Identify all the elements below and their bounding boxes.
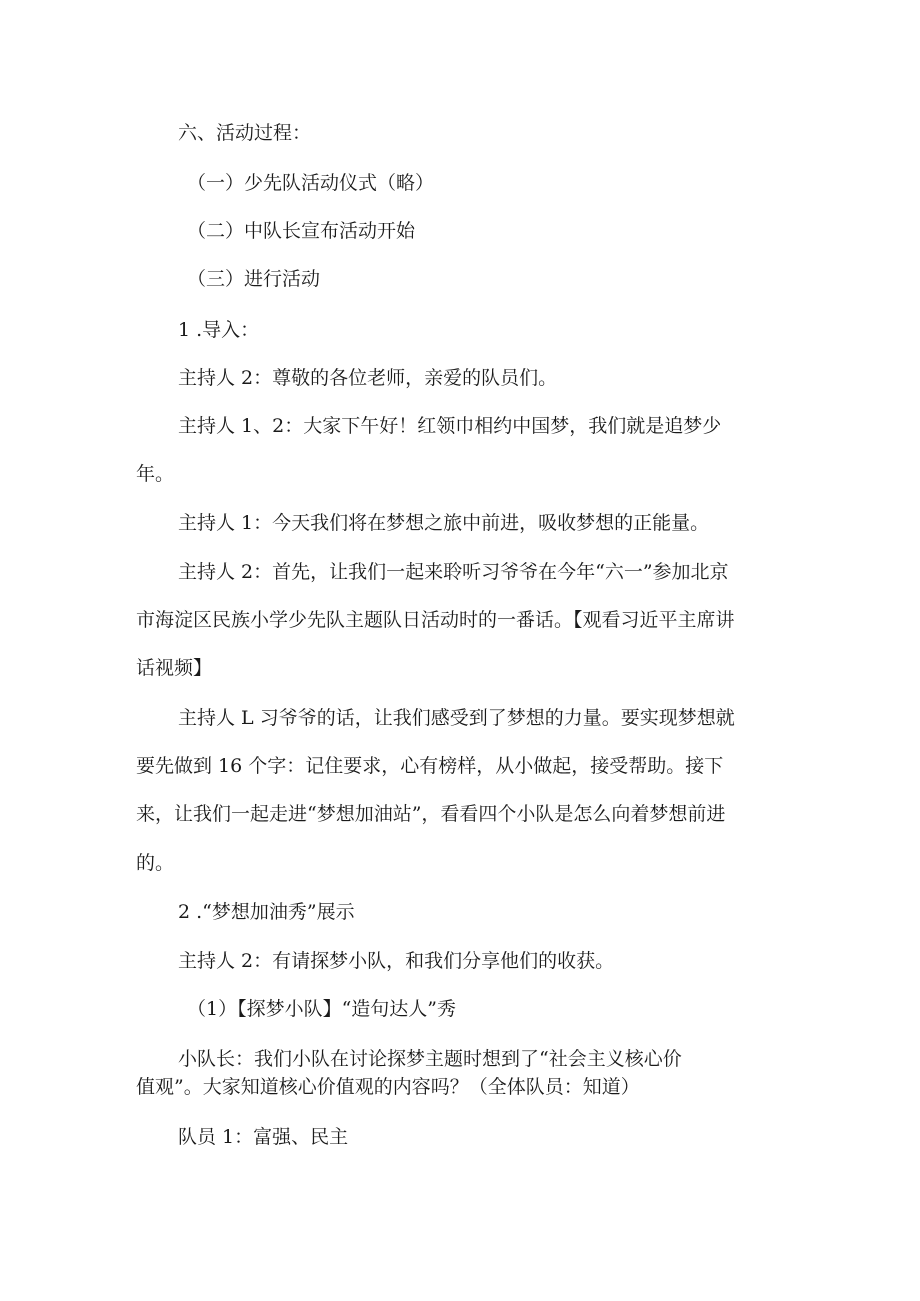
subsection-heading: （1）【探梦小队】“造句达人”秀 (187, 998, 457, 1020)
paragraph-line: 主持人 2：尊敬的各位老师，亲爱的队员们。 (178, 367, 558, 389)
section-heading: 六、活动过程： (178, 122, 312, 144)
paragraph-line: 市海淀区民族小学少先队主题队日活动时的一番话。【观看习近平主席讲 (136, 609, 735, 631)
paragraph-line: 值观”。大家知道核心价值观的内容吗？（全体队员：知道） (136, 1076, 640, 1098)
paragraph-line: 话视频】 (136, 657, 213, 679)
paragraph-line: 队员 1：富强、民主 (178, 1126, 349, 1148)
paragraph-line: 主持人 L 习爷爷的话，让我们感受到了梦想的力量。要实现梦想就 (178, 707, 735, 729)
show-heading: 2 .“梦想加油秀”展示 (178, 901, 355, 923)
paragraph-line: 小队长：我们小队在讨论探梦主题时想到了“社会主义核心价 (178, 1048, 682, 1070)
step-two: （二）中队长宣布活动开始 (187, 220, 416, 242)
step-three: （三）进行活动 (187, 268, 321, 290)
step-one: （一）少先队活动仪式（略） (187, 172, 435, 194)
paragraph-line: 要先做到 16 个字：记住要求，心有榜样，从小做起，接受帮助。接下 (136, 755, 724, 777)
intro-heading: 1 .导入： (178, 319, 260, 341)
paragraph-line: 来，让我们一起走进“梦想加油站”，看看四个小队是怎么向着梦想前进 (136, 803, 726, 825)
paragraph-line: 年。 (136, 463, 175, 485)
paragraph-line: 主持人 2：有请探梦小队，和我们分享他们的收获。 (178, 950, 615, 972)
paragraph-line: 的。 (136, 852, 175, 874)
paragraph-line: 主持人 1、2：大家下午好！红领巾相约中国梦，我们就是追梦少 (178, 415, 722, 437)
paragraph-line: 主持人 1：今天我们将在梦想之旅中前进，吸收梦想的正能量。 (178, 512, 710, 534)
paragraph-line: 主持人 2：首先，让我们一起来聆听习爷爷在今年“六一”参加北京 (178, 561, 729, 583)
